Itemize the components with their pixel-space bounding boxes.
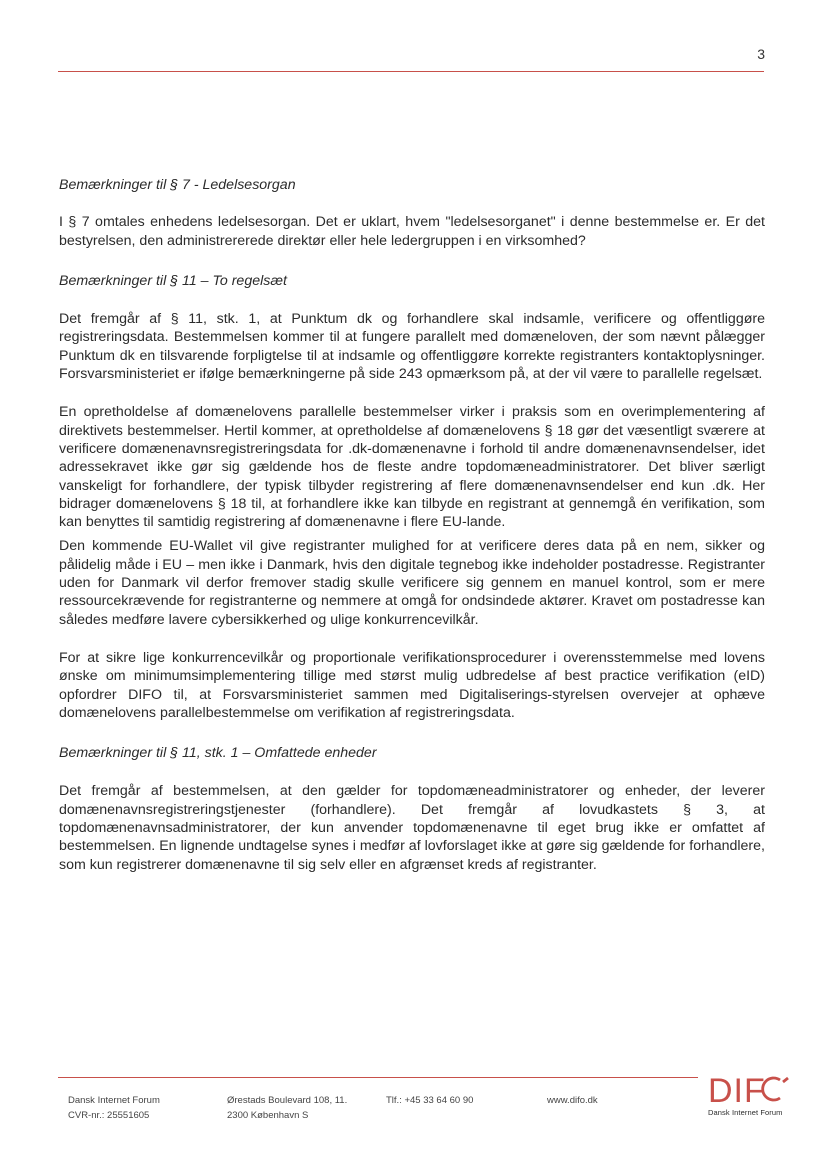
difo-logo bbox=[708, 1070, 798, 1117]
paragraph: Det fremgår af § 11, stk. 1, at Punktum dk og forhandlere skal indsamle, verificere og offentliggøre registreringsdata. Bestemmelsen kommer til at fungere parallelt med domæneloven, der som nævnt pålægger Punktum dk en tilsvarende forpligtelse til at indsamle og offentliggøre korrekte registranters kontaktoplysninger. Forsvarsministeriet er ifølge bemærkningerne på side 243 opmærksom på, at der vil være to parallelle regelsæt. bbox=[59, 311, 765, 383]
page-number: 3 bbox=[757, 46, 765, 62]
difo-logo-icon bbox=[708, 1070, 796, 1108]
footer-address bbox=[227, 1093, 347, 1123]
section-heading: Bemærkninger til § 7 - Ledelsesorgan bbox=[59, 177, 296, 193]
logo-letters: DIF bbox=[708, 1072, 766, 1108]
document-body bbox=[59, 176, 765, 892]
paragraph: En opretholdelse af domænelovens parallelle bestemmelser virker i praksis som en overimplementering af direktivets bestemmelser. Hertil kommer, at opretholdelse af domænelovens § 18 gør det væsentligt sværere at verificere domænenavnsregistreringsdata for .dk-domænenavne i forhold til andre domænenavnsendelser, idet adressekravet ikke gør sig gældende hos de fleste andre topdomæneadministratorer. Det bliver særligt vanskeligt for forhandlere, der typisk tilbyder registrering af flere domænenavnsendelser end kun .dk. Her bidrager domænelovens § 18 til, at forhandlere ikke kan tilbyde en registrant at gennemgå én verifikation, som kan benyttes til samtidig registrering af domænenavne i flere EU-lande. bbox=[59, 404, 765, 531]
paragraph: For at sikre lige konkurrencevilkår og proportionale verifikationsprocedurer i overensstemmelse med lovens ønske om minimumsimplementering tillige med størst mulig udbredelse af best practice verifikation (eID) opfordrer DIFO til, at Forsvarsministeriet sammen med Digitaliserings-styrelsen overvejer at ophæve domænelovens parallelbestemmelse om verifikation af registreringsdata. bbox=[59, 649, 765, 721]
header-rule bbox=[58, 71, 764, 72]
footer-address-line1: Ørestads Boulevard 108, 11. bbox=[227, 1095, 348, 1106]
footer-cvr: CVR-nr.: 25551605 bbox=[68, 1110, 150, 1121]
footer-org-name: Dansk Internet Forum bbox=[68, 1095, 160, 1106]
section-heading: Bemærkninger til § 11, stk. 1 – Omfattede enheder bbox=[59, 745, 377, 762]
paragraph: I § 7 omtales enhedens ledelsesorgan. Det er uklart, hvem "ledelsesorganet" i denne bestemmelse er. Er det bestyrelsen, den administrererede direktør eller hele ledergruppen i en virksomhed? bbox=[59, 214, 765, 249]
footer-website[interactable]: www.difo.dk bbox=[547, 1095, 598, 1106]
logo-subtitle: Dansk Internet Forum bbox=[708, 1108, 783, 1117]
footer-organization bbox=[68, 1093, 160, 1123]
paragraph: Den kommende EU-Wallet vil give registranter mulighed for at verificere deres data på en nem, sikker og pålidelig måde i EU – men ikke i Danmark, hvis den digitale tegnebog ikke indeholder postadresse. Registranter uden for Danmark vil derfor fremover stadig skulle verificere sig gennem en manuel kontrol, som er mere ressourcekrævende for registranterne og nemmere at omgå for ondsindede aktører. Kravet om postadresse kan således medføre lavere cybersikkerhed og ulige konkurrencevilkår. bbox=[59, 538, 765, 628]
paragraph: Det fremgår af bestemmelsen, at den gælder for topdomæneadministratorer og enheder, der leverer domænenavnsregistreringstjenester (forhandlere). Det fremgår af lovudkastets § 3, at topdomænenavnsadministratorer, der kun anvender topdomænenavne til eget brug ikke er omfattet af bestemmelsen. En lignende undtagelse synes i medfør af lovforslaget ikke at gøre sig gældende for forhandlere, som kun registrerer domænenavne til sig selv eller en afgrænset kreds af registranter. bbox=[59, 783, 765, 873]
footer-address-line2: 2300 København S bbox=[227, 1110, 309, 1121]
footer-phone: Tlf.: +45 33 64 60 90 bbox=[386, 1095, 474, 1106]
footer-rule bbox=[58, 1077, 698, 1078]
logo-o-notch bbox=[783, 1078, 788, 1082]
section-heading: Bemærkninger til § 11 – To regelsæt bbox=[59, 272, 287, 289]
